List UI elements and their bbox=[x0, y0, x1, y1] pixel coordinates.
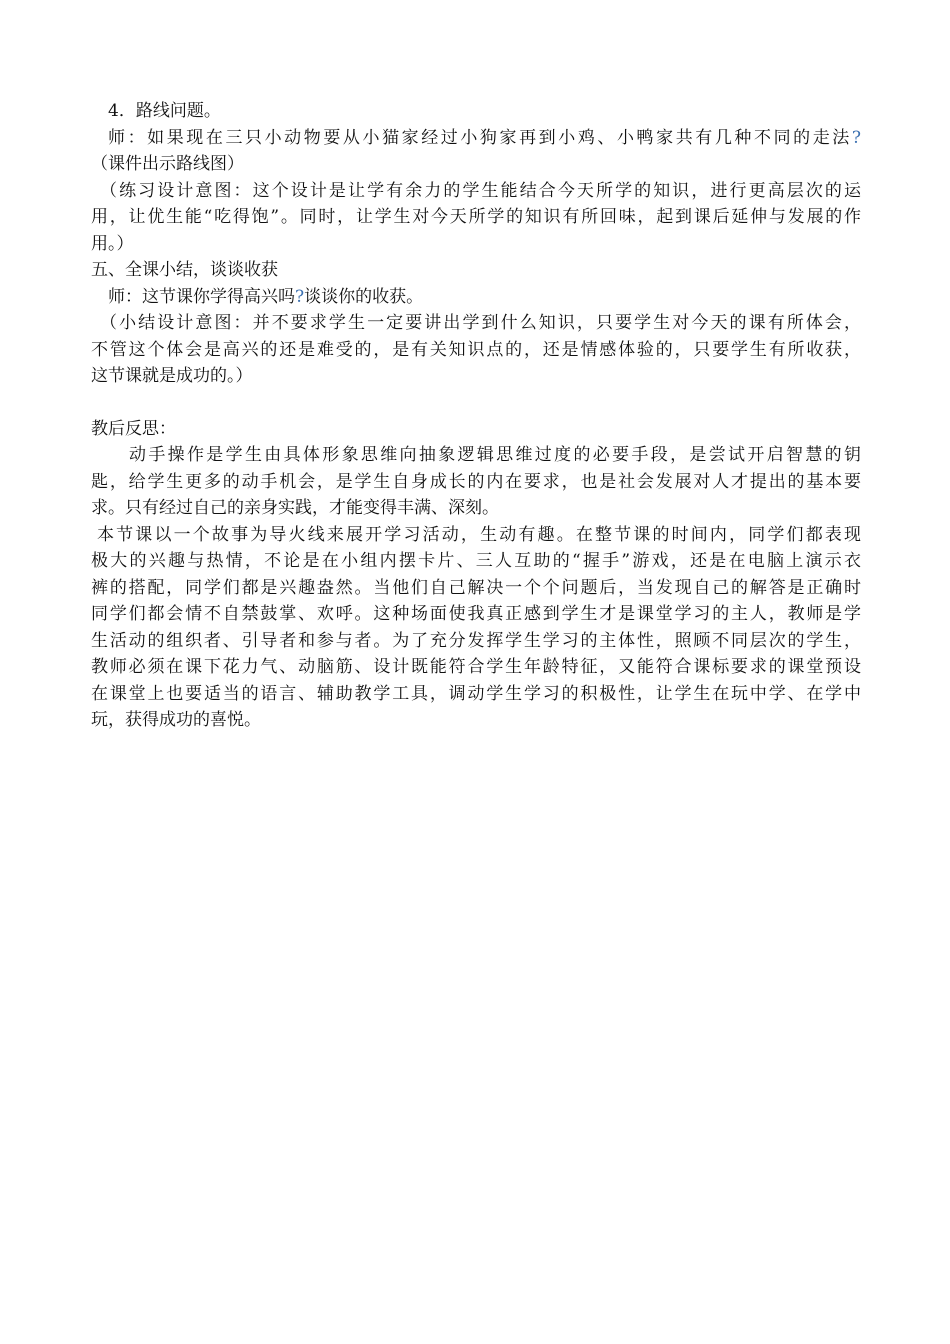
reflection-title: 教后反思： bbox=[91, 418, 176, 439]
reflection-p2-line-1: 本节课以一个故事为导火线来展开学习活动，生动有趣。在整节课的时间内，同学们都表现 bbox=[97, 524, 861, 545]
section-title-summary: 五、全课小结，谈谈收获 bbox=[91, 260, 278, 280]
reflection-p2-line-8: 玩，获得成功的喜悦。 bbox=[91, 710, 261, 730]
teacher-question-text: 师：这节课你学得高兴吗 bbox=[108, 286, 295, 307]
reflection-p1-line-1: 动手操作是学生由具体形象思维向抽象逻辑思维过度的必要手段，是尝试开启智慧的钥 bbox=[129, 445, 861, 465]
reflection-p2-line-7: 在课堂上也要适当的语言、辅助教学工具，调动学生学习的积极性，让学生在玩中学、在学中 bbox=[91, 683, 861, 704]
exercise-design-line-3: 用。） bbox=[91, 233, 134, 254]
summary-design-line-1: （小结设计意图：并不要求学生一定要讲出学到什么知识，只要学生对今天的课有所体会， bbox=[100, 313, 861, 333]
reflection-p2-line-6: 教师必须在课下花力气、动脑筋、设计既能符合学生年龄特征，又能符合课标要求的课堂预设 bbox=[91, 657, 861, 677]
reflection-p1-line-2: 匙，给学生更多的动手机会，是学生自身成长的内在要求，也是社会发展对人才提出的基本要 bbox=[91, 471, 861, 492]
reflection-p2-line-3: 裤的搭配，同学们都是兴趣盎然。当他们自己解决一个个问题后，当发现自己的解答是正确时 bbox=[91, 577, 861, 598]
reflection-p2-line-4: 同学们都会情不自禁鼓掌、欢呼。这种场面使我真正感到学生才是课堂学习的主人，教师是学 bbox=[91, 604, 861, 624]
question-mark: ? bbox=[295, 286, 305, 307]
paragraph-gap bbox=[91, 390, 861, 416]
teacher-question-route bbox=[91, 125, 861, 152]
summary-design-line-2: 不管这个体会是高兴的还是难受的，是有关知识点的，还是情感体验的，只要学生有所收获， bbox=[91, 339, 861, 360]
question-mark: ? bbox=[851, 127, 861, 148]
reflection-p2-line-5: 生活动的组织者、引导者和参与者。为了充分发挥学生学习的主体性，照顾不同层次的学生， bbox=[91, 630, 861, 651]
reflection-p1-line-3: 求。只有经过自己的亲身实践，才能变得丰满、深刻。 bbox=[91, 498, 499, 518]
teacher-question-text-tail: 谈谈你的收获。 bbox=[304, 286, 424, 307]
section-title-route-problem: 4．路线问题。 bbox=[108, 101, 221, 121]
document-body bbox=[91, 98, 861, 734]
teacher-question-text: 师：如果现在三只小动物要从小猫家经过小狗家再到小鸡、小鸭家共有几种不同的走法 bbox=[108, 127, 852, 148]
reflection-p2-line-2: 极大的兴趣与热情，不论是在小组内摆卡片、三人互助的“握手”游戏，还是在电脑上演示衣 bbox=[91, 551, 861, 571]
exercise-design-line-2: 用，让优生能“吃得饱”。同时，让学生对今天所学的知识有所回味，起到课后延伸与发展的作 bbox=[91, 207, 861, 227]
summary-design-line-3: 这节课就是成功的。） bbox=[91, 366, 253, 386]
courseware-note: （课件出示路线图） bbox=[91, 154, 244, 174]
exercise-design-line-1: （练习设计意图：这个设计是让学有余力的学生能结合今天所学的知识，进行更高层次的运 bbox=[100, 180, 861, 201]
teacher-question-summary bbox=[91, 284, 861, 311]
